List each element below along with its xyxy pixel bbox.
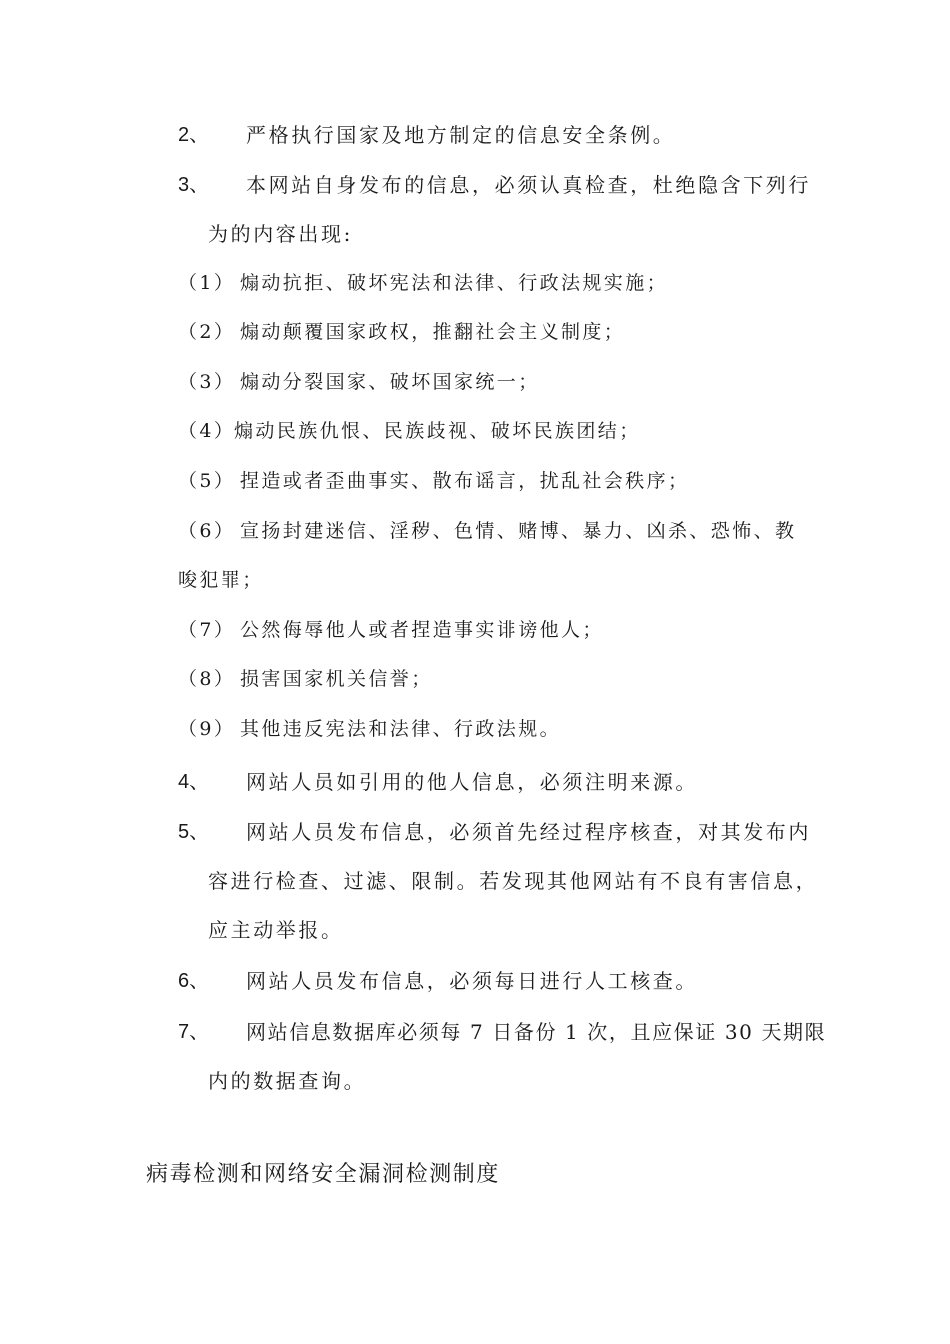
subitem-number: （5）: [178, 470, 236, 492]
item-text: 网站人员如引用的他人信息，必须注明来源。: [246, 770, 698, 794]
item-number: 3、: [178, 174, 210, 196]
item-text-continued: 内的数据查询。: [208, 1069, 367, 1093]
subitem-text: 捏造或者歪曲事实、散布谣言，扰乱社会秩序；: [240, 470, 690, 492]
item-text-continued: 应主动举报。: [208, 918, 344, 942]
item-text: 网站人员发布信息，必须首先经过程序核查，对其发布内: [246, 820, 811, 844]
item-number: 6、: [178, 970, 210, 992]
subitem-text: 宣扬封建迷信、淫秽、色情、赌博、暴力、凶杀、恐怖、教: [240, 520, 797, 542]
item-text-continued: 容进行检查、过滤、限制。若发现其他网站有不良有害信息，: [208, 869, 819, 893]
subitem-text: 煽动分裂国家、破坏国家统一；: [240, 371, 540, 393]
item-text: 网站人员发布信息，必须每日进行人工核查。: [246, 969, 698, 993]
item-number: 2、: [178, 124, 210, 146]
item-text: 网站信息数据库必须每 7 日备份 1 次，且应保证 30 天期限: [246, 1020, 827, 1044]
subitem-number: （1）: [178, 272, 236, 294]
subitem-number: （2）: [178, 321, 236, 343]
subitem-text: 损害国家机关信誉；: [240, 668, 433, 690]
item-number: 4、: [178, 771, 210, 793]
subitem-text: 公然侮辱他人或者捏造事实诽谤他人；: [240, 619, 604, 641]
subitem-text: 其他违反宪法和法律、行政法规。: [240, 718, 562, 740]
subitem-number: （6）: [178, 520, 236, 542]
subitem-number: （7）: [178, 619, 236, 641]
subitem-number: （8）: [178, 668, 236, 690]
subitem-text: 煽动民族仇恨、民族歧视、破坏民族团结；: [234, 420, 641, 442]
item-number: 5、: [178, 821, 210, 843]
section-heading: 病毒检测和网络安全漏洞检测制度: [146, 1162, 501, 1187]
subitem-number: （4）: [178, 420, 236, 442]
item-text: 本网站自身发布的信息，必须认真检查，杜绝隐含下列行: [246, 173, 811, 197]
subitem-number: （3）: [178, 371, 236, 393]
subitem-text: 煽动抗拒、破坏宪法和法律、行政法规实施；: [240, 272, 669, 294]
item-text: 严格执行国家及地方制定的信息安全条例。: [246, 123, 676, 147]
item-number: 7、: [178, 1021, 210, 1043]
item-text-continued: 为的内容出现:: [208, 222, 353, 246]
subitem-text-continued: 唆犯罪；: [178, 569, 264, 591]
subitem-number: （9）: [178, 718, 236, 740]
subitem-text: 煽动颠覆国家政权，推翻社会主义制度；: [240, 321, 626, 343]
